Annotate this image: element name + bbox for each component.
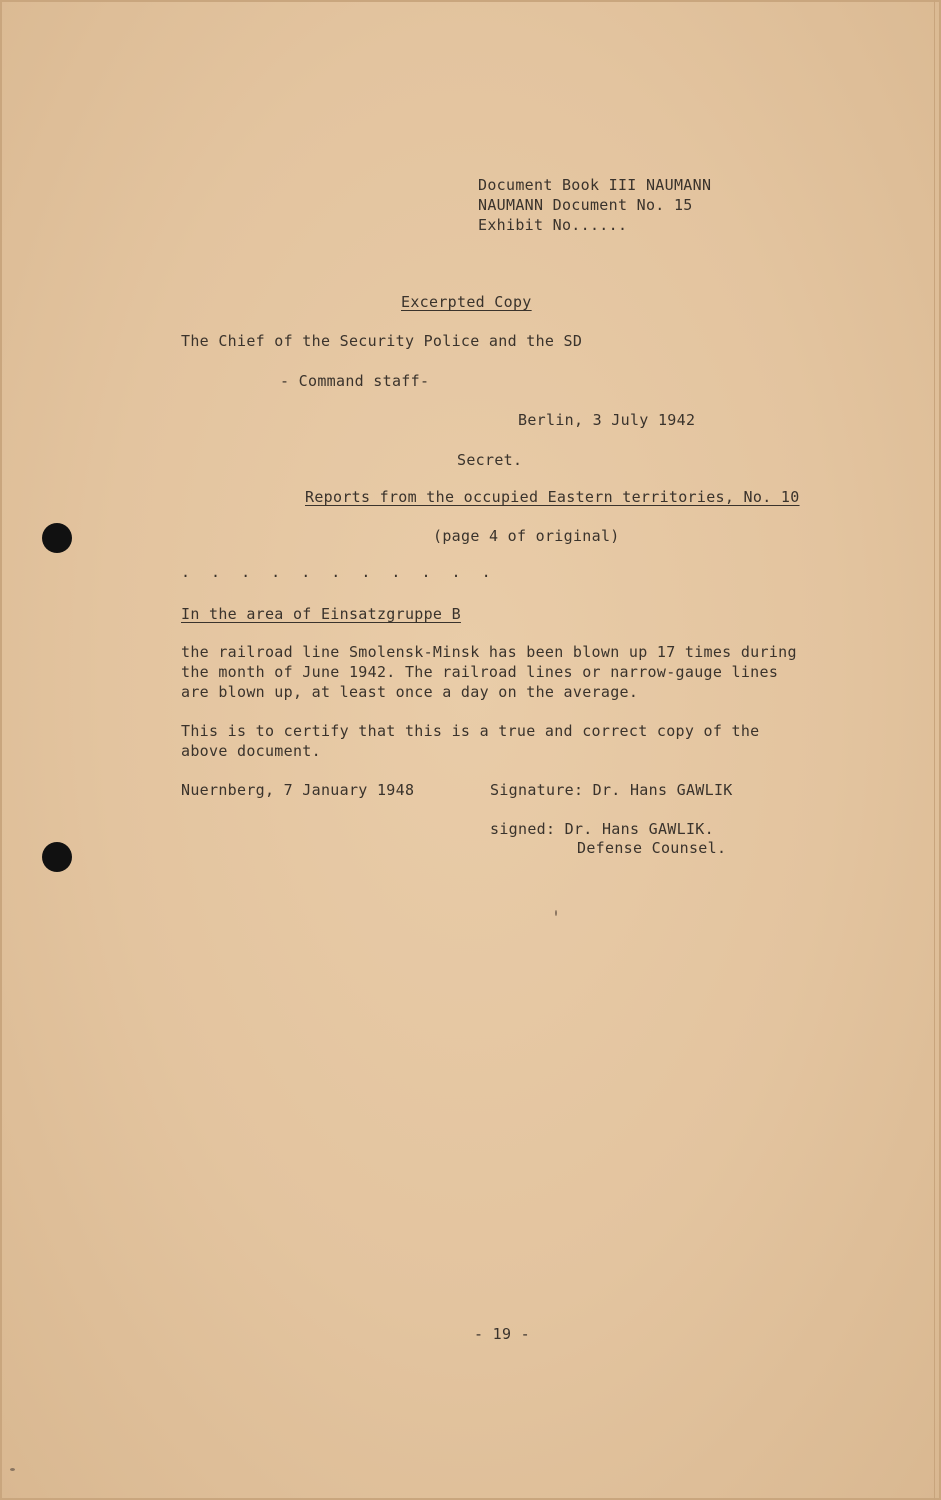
certification-line-1: This is to certify that this is a true and correct copy of the bbox=[181, 722, 760, 740]
paragraph-line-1: the railroad line Smolensk-Minsk has been blown up 17 times during bbox=[181, 643, 797, 661]
command-staff: - Command staff- bbox=[280, 372, 430, 390]
paper-speck bbox=[555, 910, 557, 916]
omission-dots: . . . . . . . . . . . bbox=[181, 563, 497, 581]
signature-line: Signature: Dr. Hans GAWLIK bbox=[490, 781, 733, 799]
doc-number-line: NAUMANN Document No. 15 bbox=[478, 196, 693, 214]
exhibit-line: Exhibit No...... bbox=[478, 216, 628, 234]
excerpted-copy-title: Excerpted Copy bbox=[401, 293, 532, 311]
page-number: - 19 - bbox=[474, 1325, 530, 1343]
classification: Secret. bbox=[457, 451, 523, 469]
doc-book-line: Document Book III NAUMANN bbox=[478, 176, 712, 194]
issuing-office: The Chief of the Security Police and the SD bbox=[181, 332, 583, 350]
punch-hole-bottom bbox=[42, 842, 72, 872]
certification-place-date: Nuernberg, 7 January 1948 bbox=[181, 781, 415, 799]
punch-hole-top bbox=[42, 523, 72, 553]
signed-line: signed: Dr. Hans GAWLIK. bbox=[490, 820, 714, 838]
page-reference: (page 4 of original) bbox=[433, 527, 620, 545]
signer-role: Defense Counsel. bbox=[577, 839, 727, 857]
place-date: Berlin, 3 July 1942 bbox=[518, 411, 696, 429]
paper-speck bbox=[10, 1468, 15, 1471]
page-edge bbox=[934, 0, 935, 1500]
report-title: Reports from the occupied Eastern territories, No. 10 bbox=[305, 488, 800, 506]
paragraph-line-3: are blown up, at least once a day on the average. bbox=[181, 683, 639, 701]
section-heading: In the area of Einsatzgruppe B bbox=[181, 605, 461, 623]
certification-line-2: above document. bbox=[181, 742, 321, 760]
paragraph-line-2: the month of June 1942. The railroad lines or narrow-gauge lines bbox=[181, 663, 779, 681]
